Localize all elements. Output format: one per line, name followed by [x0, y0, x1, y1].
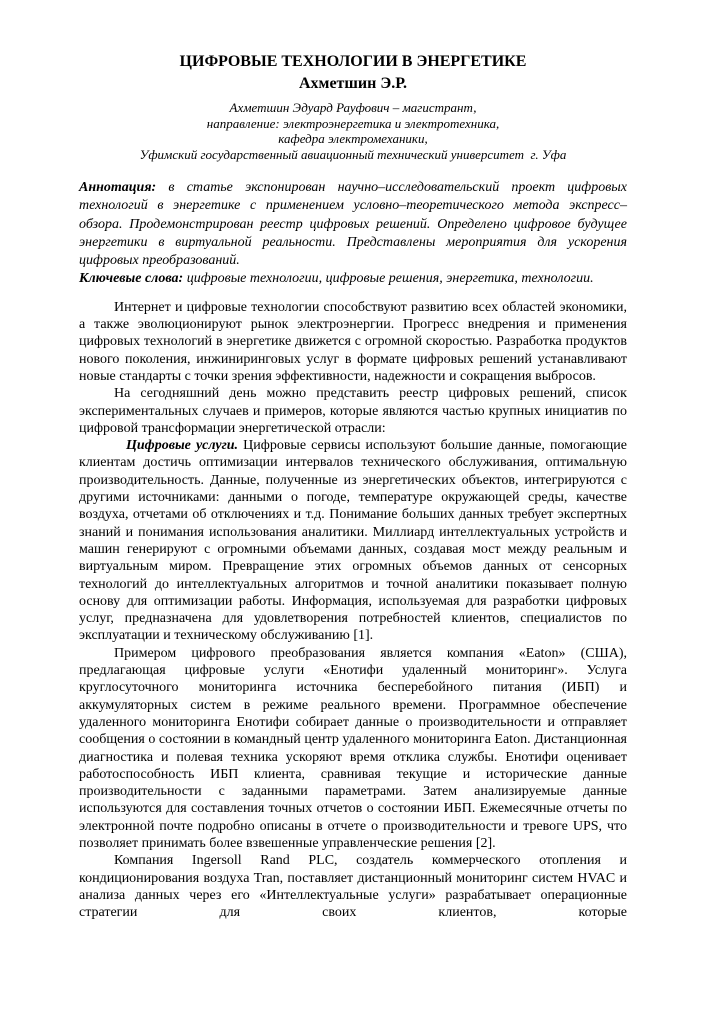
affiliation-line: Уфимский государственный авиационный технический университет г. Уфа: [139, 146, 567, 162]
body-paragraph: [79, 645, 627, 853]
paragraph-text: Компания Ingersoll Rand PLC, создатель коммерческого отопления и кондиционирования воздуха Tran, поставляет дистанционный мониторинг систем HVAC и анализа данных через его «Интеллектуальные услуги» разрабатывает операционные стратегии для своих клиентов, которые: [79, 853, 627, 921]
paragraph-text: На сегодняшний день можно представить реестр цифровых решений, список экспериментальных случаев и примеров, которые являются частью крупных инициатив по цифровой трансформации энергетической отрасли:: [79, 386, 627, 436]
page-title: ЦИФРОВЫЕ ТЕХНОЛОГИИ В ЭНЕРГЕТИКЕ: [179, 53, 527, 70]
affiliation-line: направление: электроэнергетика и электротехника,: [206, 115, 500, 131]
paragraph-text: Цифровые сервисы используют большие данные, помогающие клиентам достичь оптимизации интервалов технического обслуживания, оптимальную производительность. Данные, полученные из энергетических объектов, интегрируются с другими источниками: данными о погоде, температуре окружающей среды, качестве воздуха, отчетами об отключениях и т.д. Понимание больших данных требует экспертных знаний и понимания использования аналитики. Миллиард интеллектуальных устройств и машин генерируют с огромными объемами данных, создавая мост между реальным и виртуальным миром. Превращение этих огромных объемов данных от сенсорных технологий до интеллектуальных алгоритмов и точной аналитики показывает полную основу для оптимизации работы. Информация, используемая для разработки цифровых услуг, предназначена для удовлетворения потребностей клиентов, специалистов по эксплуатации и техническому обслуживанию [1].: [79, 438, 627, 644]
paragraph-text: Примером цифрового преобразования является компания «Eaton» (США), предлагающая цифровые услуги «Енотифи удаленный мониторинг». Услуга круглосуточного мониторинга источника бесперебойного питания (ИБП) и аккумуляторных систем в режиме реального времени. Программное обеспечение удаленного мониторинга Енотифи собирает данные о производительности и отправляет сообщения о состоянии в командный центр удаленного мониторинга Eaton. Дистанционная диагностика и полевая техника ускоряют время отклика службы. Енотифи оценивает работоспособность ИБП клиента, сравнивая текущие и исторические данные производительности с заданными параметрами. Затем анализируемые данные используются для составления точных отчетов о состоянии ИБП. Ежемесячные отчеты по электронной почте подробно описаны в отчете о производительности и тревоге UPS, что позволяет принимать более взвешенные управленческие решения [2].: [79, 645, 627, 851]
affiliation-block: [79, 100, 627, 162]
abstract-label: Аннотация:: [79, 180, 157, 195]
body-paragraph: [79, 437, 627, 645]
body-paragraph: [79, 852, 627, 921]
paragraph-lead: Цифровые услуги.: [126, 438, 239, 454]
body-paragraph: [79, 299, 627, 385]
abstract-text: в статье экспонирован научно–исследовательский проект цифровых технологий в энергетике с применением условно–теоретического метода экспресс–обзора. Продемонстрирован реестр цифровых решений. Определено цифровое будущее энергетики в виртуальной реальности. Представлены мероприятия для ускорения цифровых преобразований.: [79, 180, 627, 269]
keywords-paragraph: [79, 270, 627, 288]
keywords-label: Ключевые слова:: [79, 271, 184, 287]
paragraph-text: Интернет и цифровые технологии способствуют развитию всех областей экономики, а также эволюционируют рынок электроэнергии. Прогресс внедрения и применения цифровых технологий в энергетике движется с огромной скоростью. Разработка продуктов нового поколения, инжиниринговых услуг в формате цифровых решений устанавливают новые стандарты с точки зрения эффективности, надежности и сокращения выбросов.: [79, 299, 627, 384]
article-body: [79, 299, 627, 922]
affiliation-line: Ахметшин Эдуард Рауфович – магистрант,: [229, 100, 477, 115]
author-name: Ахметшин Э.Р.: [299, 75, 407, 92]
body-paragraph: [79, 385, 627, 437]
abstract-keywords-block: [79, 179, 627, 289]
keywords-text: цифровые технологии, цифровые решения, энергетика, технологии.: [186, 271, 594, 287]
abstract-paragraph: [79, 179, 627, 270]
affiliation-line: кафедра электромеханики,: [278, 131, 428, 146]
